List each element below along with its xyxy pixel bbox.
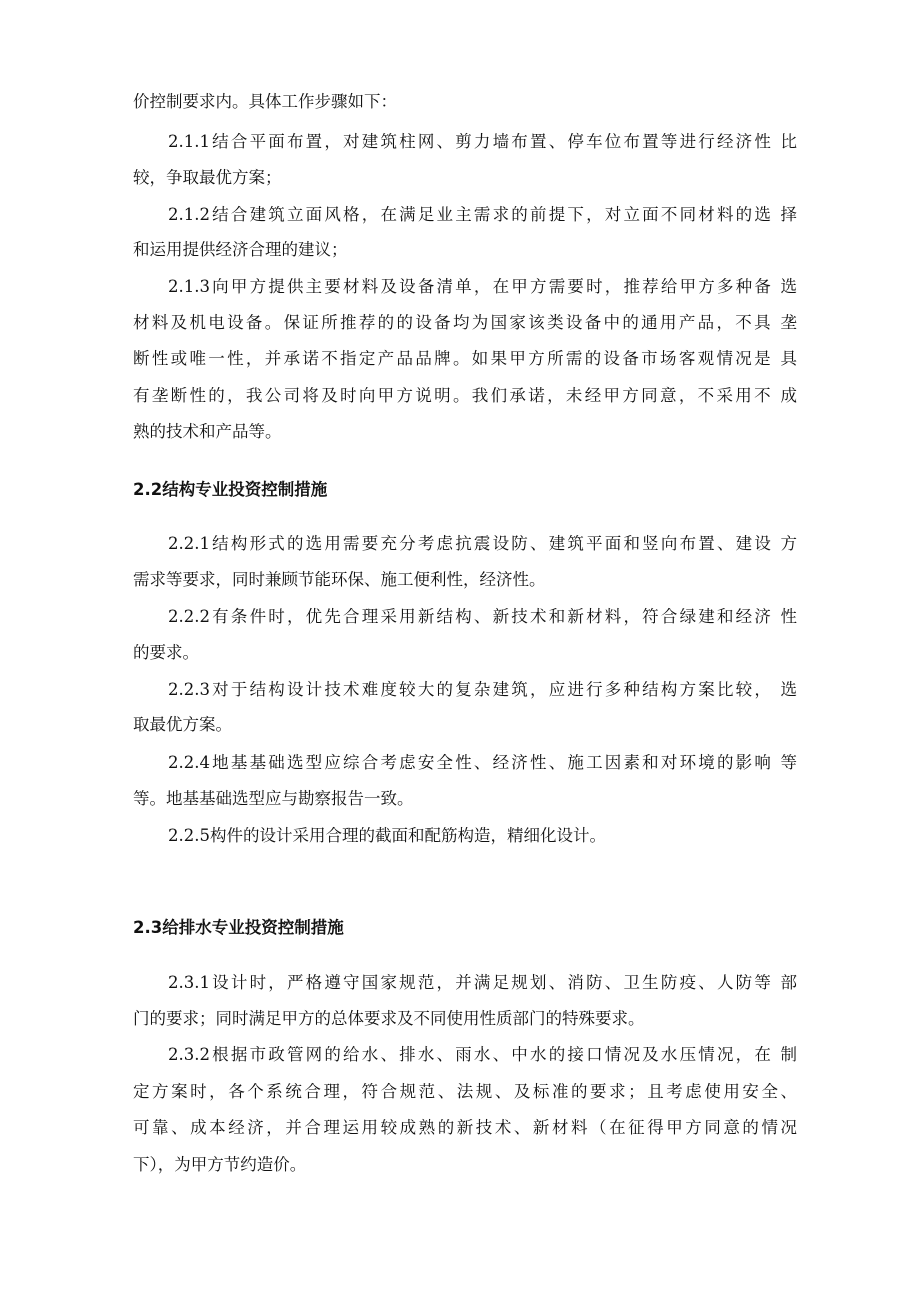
paragraph-2-2-2-line-1: 2.2.2有条件时，优先合理采用新结构、新技术和新材料，符合绿建和经济 性 [168, 607, 797, 626]
paragraph-2-2-1-line-2: 需求等要求，同时兼顾节能环保、施工便利性，经济性。 [133, 570, 546, 589]
paragraph-2-3-2-line-2: 定方案时，各个系统合理，符合规范、法规、及标准的要求；且考虑使用安全、 [133, 1082, 797, 1101]
paragraph-2-2-2-line-2: 的要求。 [133, 643, 199, 662]
intro-line: 价控制要求内。具体工作步骤如下： [133, 92, 397, 111]
paragraph-2-2-3-line-1: 2.2.3对于结构设计技术难度较大的复杂建筑，应进行多种结构方案比较， 选 [168, 680, 797, 699]
paragraph-2-1-2-line-1: 2.1.2结合建筑立面风格，在满足业主需求的前提下，对立面不同材料的选 择 [168, 205, 797, 224]
paragraph-2-1-3-line-2: 材料及机电设备。保证所推荐的的设备均为国家该类设备中的通用产品，不具 垄 [133, 313, 797, 332]
paragraph-2-3-1-line-2: 门的要求；同时满足甲方的总体要求及不同使用性质部门的特殊要求。 [133, 1009, 645, 1028]
paragraph-2-3-2-line-4: 下），为甲方节约造价。 [133, 1155, 307, 1174]
paragraph-2-1-1-line-1: 2.1.1结合平面布置，对建筑柱网、剪力墙布置、停车位布置等进行经济性 比 [168, 132, 797, 151]
paragraph-2-3-2-line-3: 可靠、成本经济，并合理运用较成熟的新技术、新材料（在征得甲方同意的情况 [133, 1118, 797, 1137]
paragraph-2-1-1-line-2: 较，争取最优方案； [133, 168, 282, 187]
paragraph-2-2-3-line-2: 取最优方案。 [133, 715, 232, 734]
paragraph-2-1-3-line-4: 有垄断性的，我公司将及时向甲方说明。我们承诺，未经甲方同意，不采用不 成 [133, 386, 797, 405]
paragraph-2-2-4-line-2: 等。地基基础选型应与勘察报告一致。 [133, 789, 414, 808]
paragraph-2-1-2-line-2: 和运用提供经济合理的建议； [133, 240, 348, 259]
paragraph-2-3-1-line-1: 2.3.1设计时，严格遵守国家规范，并满足规划、消防、卫生防疫、人防等 部 [168, 973, 797, 992]
paragraph-2-1-3-line-5: 熟的技术和产品等。 [133, 422, 282, 441]
section-heading-2-2: 2.2结构专业投资控制措施 [133, 480, 328, 499]
paragraph-2-1-3-line-3: 断性或唯一性，并承诺不指定产品品牌。如果甲方所需的设备市场客观情况是 具 [133, 349, 797, 368]
paragraph-2-1-3-line-1: 2.1.3向甲方提供主要材料及设备清单，在甲方需要时，推荐给甲方多种备 选 [168, 277, 797, 296]
paragraph-2-3-2-line-1: 2.3.2根据市政管网的给水、排水、雨水、中水的接口情况及水压情况，在 制 [168, 1045, 797, 1064]
paragraph-2-2-4-line-1: 2.2.4地基基础选型应综合考虑安全性、经济性、施工因素和对环境的影响 等 [168, 753, 797, 772]
section-heading-2-3: 2.3给排水专业投资控制措施 [133, 918, 344, 937]
paragraph-2-2-5-line-1: 2.2.5构件的设计采用合理的截面和配筋构造，精细化设计。 [168, 826, 606, 845]
paragraph-2-2-1-line-1: 2.2.1结构形式的选用需要充分考虑抗震设防、建筑平面和竖向布置、建设 方 [168, 534, 797, 553]
